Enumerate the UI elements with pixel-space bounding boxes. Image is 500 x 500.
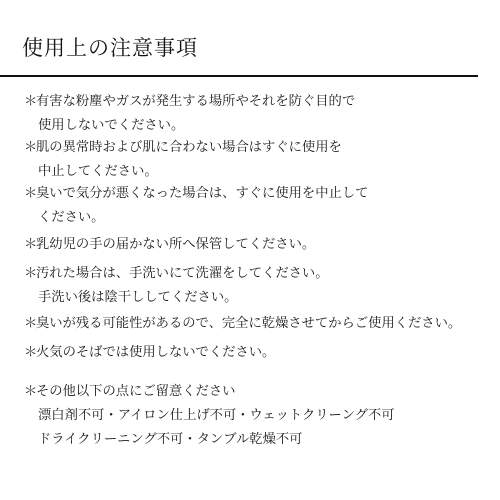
note-text: 乳幼児の手の届かない所へ保管してください。 xyxy=(36,237,316,252)
note-text: 使用しないでください。 xyxy=(38,118,185,133)
note-text: 有害な粉塵やガスが発生する場所やそれを防ぐ目的で xyxy=(36,94,356,109)
note-text: ください。 xyxy=(38,210,105,225)
bullet-mark: ＊ xyxy=(24,94,38,109)
note-item xyxy=(24,341,494,365)
bullet-mark: ＊ xyxy=(24,140,38,155)
note-line xyxy=(24,114,494,138)
note-line xyxy=(24,160,494,184)
bullet-mark: ＊ xyxy=(24,384,38,399)
note-line xyxy=(24,262,494,286)
bullet-mark: ＊ xyxy=(24,186,38,201)
note-item xyxy=(24,90,494,138)
page-title: 使用上の注意事項 xyxy=(22,36,198,60)
bullet-mark: ＊ xyxy=(24,345,38,360)
note-text: その他以下の点にご留意ください xyxy=(36,384,236,399)
note-line xyxy=(24,341,494,365)
note-line xyxy=(24,136,494,160)
note-item xyxy=(24,136,494,184)
note-line xyxy=(24,206,494,230)
note-text: 臭いが残る可能性があるので、完全に乾燥させてからご使用ください。 xyxy=(36,316,462,331)
note-item xyxy=(24,262,494,310)
note-text: 臭いで気分が悪くなった場合は、すぐに使用を中止して xyxy=(36,186,369,201)
note-line xyxy=(24,286,494,310)
note-text: 火気のそばでは使用しないでください。 xyxy=(36,345,276,360)
note-text: 汚れた場合は、手洗いにて洗濯をしてください。 xyxy=(36,266,329,281)
note-line xyxy=(24,428,494,452)
note-line xyxy=(24,182,494,206)
note-text: 手洗い後は陰干ししてください。 xyxy=(38,290,238,305)
note-line xyxy=(24,404,494,428)
note-line xyxy=(24,380,494,404)
note-text: ドライクリーニング不可・タンブル乾燥不可 xyxy=(38,432,303,447)
note-item xyxy=(24,380,494,452)
bullet-mark: ＊ xyxy=(24,237,38,252)
note-line xyxy=(24,233,494,257)
note-item xyxy=(24,233,494,257)
note-item xyxy=(24,312,494,336)
note-item xyxy=(24,182,494,230)
bullet-mark: ＊ xyxy=(24,316,38,331)
note-text: 中止してください。 xyxy=(38,164,158,179)
note-line xyxy=(24,90,494,114)
note-text: 漂白剤不可・アイロン仕上げ不可・ウェットクリーング不可 xyxy=(38,408,395,423)
title-divider xyxy=(0,75,478,77)
note-text: 肌の異常時および肌に合わない場合はすぐに使用を xyxy=(36,140,342,155)
note-line xyxy=(24,312,494,336)
bullet-mark: ＊ xyxy=(24,266,38,281)
